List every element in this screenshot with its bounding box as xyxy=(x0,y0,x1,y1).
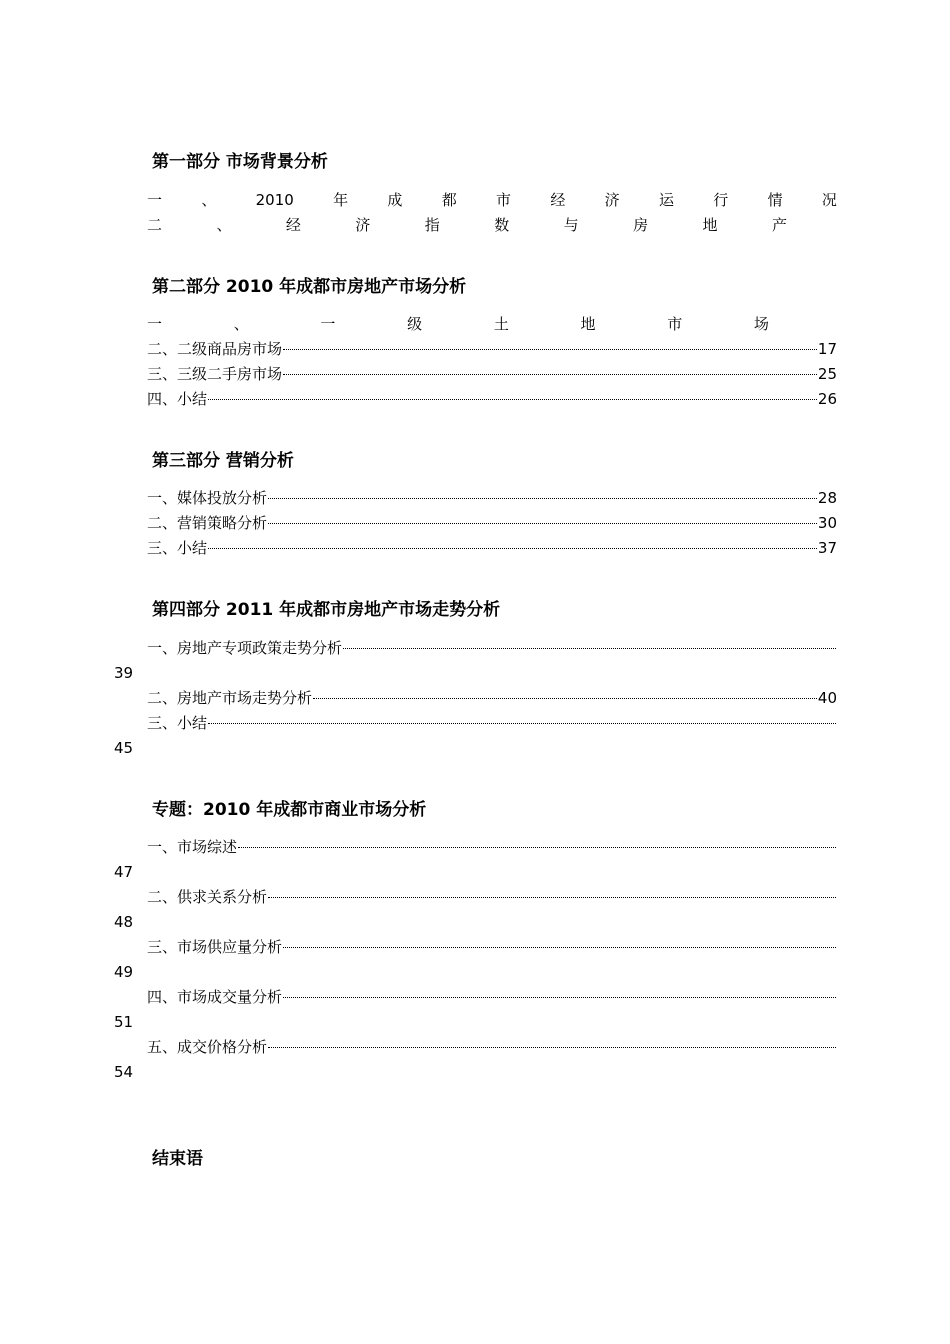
dot-leader xyxy=(283,996,836,998)
char: 济 xyxy=(604,191,620,209)
char: 经 xyxy=(550,191,566,209)
toc-entry-page: 17 xyxy=(817,340,837,358)
dot-leader xyxy=(313,697,817,699)
toc-entry-label: 三、三级二手房市场 xyxy=(147,365,283,383)
char: 年 xyxy=(333,191,349,209)
toc-entry-label: 一、市场综述 xyxy=(147,838,238,856)
toc-entry-label: 二、营销策略分析 xyxy=(147,514,268,532)
char: 与 xyxy=(563,216,579,234)
char: 地 xyxy=(580,315,596,333)
toc-entry-label: 三、小结 xyxy=(147,539,208,557)
toc-entry-label: 二、供求关系分析 xyxy=(147,888,268,906)
char: 、 xyxy=(233,315,249,333)
toc-entry-page: 47 xyxy=(114,863,134,881)
char: 一 xyxy=(147,315,163,333)
char: 市 xyxy=(667,315,683,333)
toc-entry-page: 40 xyxy=(817,689,837,707)
special-heading: 专题：2010 年成都市商业市场分析 xyxy=(152,800,427,820)
dot-leader xyxy=(268,1046,836,1048)
dot-leader xyxy=(208,398,817,400)
toc-entry-page: 37 xyxy=(817,539,837,557)
char: 二 xyxy=(147,216,163,234)
toc-entry-page: 49 xyxy=(114,963,134,981)
dot-leader xyxy=(283,348,817,350)
toc-entry[interactable] xyxy=(147,1036,837,1058)
toc-entry-page: 51 xyxy=(114,1013,134,1031)
char: 数 xyxy=(494,216,510,234)
char: 一 xyxy=(147,191,163,209)
char: 都 xyxy=(441,191,457,209)
part1-heading: 第一部分 市场背景分析 xyxy=(152,152,328,172)
part2-heading: 第二部分 2010 年成都市房地产市场分析 xyxy=(152,277,467,297)
toc-entry[interactable] xyxy=(147,512,837,534)
part4-heading: 第四部分 2011 年成都市房地产市场走势分析 xyxy=(152,600,501,620)
toc-entry[interactable] xyxy=(147,537,837,559)
toc-entry-label: 五、成交价格分析 xyxy=(147,1038,268,1056)
toc-entry-label: 二、二级商品房市场 xyxy=(147,340,283,358)
toc-entry[interactable] xyxy=(147,388,837,410)
part3-heading: 第三部分 营销分析 xyxy=(152,451,294,471)
toc-entry[interactable] xyxy=(147,363,837,385)
char: 况 xyxy=(821,191,837,209)
char: 房 xyxy=(633,216,649,234)
toc-entry-page: 45 xyxy=(114,739,134,757)
toc-entry[interactable] xyxy=(147,637,837,659)
toc-entry-label: 三、市场供应量分析 xyxy=(147,938,283,956)
char: 土 xyxy=(493,315,509,333)
toc-entry[interactable] xyxy=(147,836,837,858)
part2-entry-1 xyxy=(147,313,769,335)
char: 运 xyxy=(658,191,674,209)
toc-entry-label: 三、小结 xyxy=(147,714,208,732)
toc-entry[interactable] xyxy=(147,936,837,958)
char: 情 xyxy=(767,191,783,209)
char: 经 xyxy=(285,216,301,234)
toc-entry-page: 39 xyxy=(114,664,134,682)
char: 场 xyxy=(753,315,769,333)
toc-entry[interactable] xyxy=(147,712,837,734)
char: 行 xyxy=(713,191,729,209)
toc-entry-page: 48 xyxy=(114,913,134,931)
char: 地 xyxy=(702,216,718,234)
char: 、 xyxy=(216,216,232,234)
dot-leader xyxy=(343,647,836,649)
toc-entry-page: 25 xyxy=(817,365,837,383)
part1-entry-2 xyxy=(147,214,787,236)
toc-entry-page: 28 xyxy=(817,489,837,507)
toc-entry-page: 54 xyxy=(114,1063,134,1081)
char: 级 xyxy=(407,315,423,333)
toc-entry-label: 二、房地产市场走势分析 xyxy=(147,689,313,707)
char: 产 xyxy=(771,216,787,234)
toc-entry-label: 四、市场成交量分析 xyxy=(147,988,283,1006)
char: 指 xyxy=(424,216,440,234)
toc-entry[interactable] xyxy=(147,338,837,360)
toc-entry[interactable] xyxy=(147,487,837,509)
dot-leader xyxy=(283,946,836,948)
dot-leader xyxy=(238,846,836,848)
part1-entry-1 xyxy=(147,189,837,211)
char: 2010 xyxy=(255,191,294,209)
dot-leader xyxy=(208,722,836,724)
char: 市 xyxy=(496,191,512,209)
toc-entry[interactable] xyxy=(147,687,837,709)
dot-leader xyxy=(283,373,817,375)
dot-leader xyxy=(268,522,817,524)
toc-entry[interactable] xyxy=(147,886,837,908)
char: 济 xyxy=(355,216,371,234)
dot-leader xyxy=(208,547,817,549)
toc-entry-page: 26 xyxy=(817,390,837,408)
toc-entry-page: 30 xyxy=(817,514,837,532)
toc-entry[interactable] xyxy=(147,986,837,1008)
toc-entry-label: 一、媒体投放分析 xyxy=(147,489,268,507)
dot-leader xyxy=(268,896,836,898)
closing-heading: 结束语 xyxy=(152,1149,203,1169)
char: 一 xyxy=(320,315,336,333)
dot-leader xyxy=(268,497,817,499)
char: 、 xyxy=(201,191,217,209)
toc-entry-label: 四、小结 xyxy=(147,390,208,408)
char: 成 xyxy=(387,191,403,209)
toc-entry-label: 一、房地产专项政策走势分析 xyxy=(147,639,343,657)
